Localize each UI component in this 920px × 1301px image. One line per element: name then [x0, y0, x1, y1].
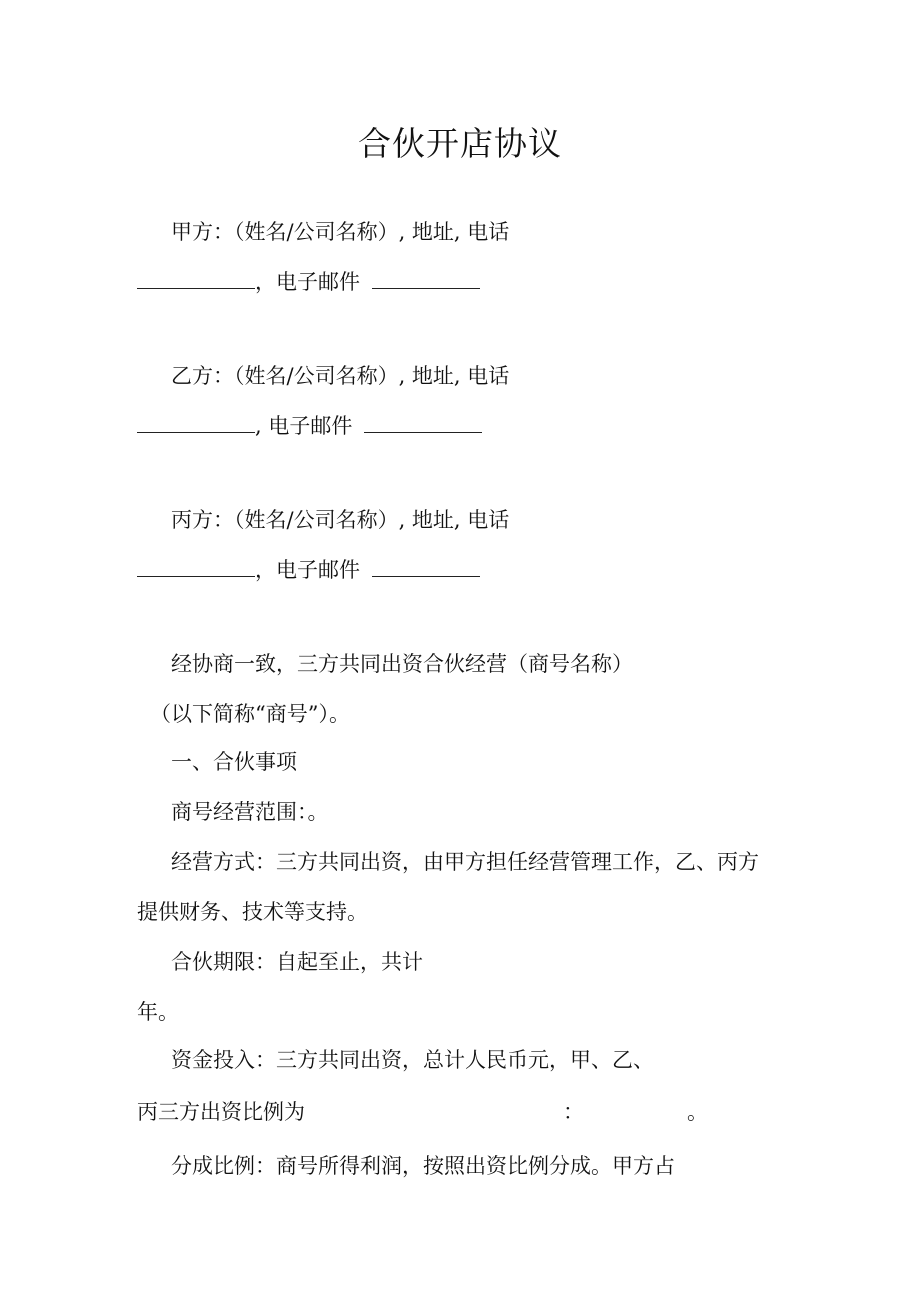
party-c-phone-blank: [137, 575, 255, 577]
section-1-heading: 一、合伙事项: [171, 750, 297, 774]
partnership-term-line-1: 合伙期限：自起至止，共计: [171, 950, 423, 974]
operation-mode-line-2: 提供财务、技术等支持。: [137, 900, 368, 924]
party-b-email-blank: [364, 431, 482, 433]
party-b-phone-blank: [137, 431, 255, 433]
party-a-phone-blank: [137, 287, 255, 289]
party-c-name-hint: （姓名/公司名称）: [234, 508, 399, 532]
party-c-contact-line: [137, 556, 480, 584]
party-a-email-blank: [372, 287, 480, 289]
capital-ratio-colon: ：: [563, 1100, 584, 1124]
party-a-label: 甲方：: [171, 220, 234, 244]
party-c-email-blank: [372, 575, 480, 577]
party-c-email-label: ，电子邮件: [255, 558, 360, 582]
partnership-term-line-2: 年。: [137, 1000, 179, 1024]
capital-ratio-end: 。: [687, 1100, 708, 1124]
operation-mode-line-1: 经营方式：三方共同出资，由甲方担任经营管理工作，乙、丙方: [171, 850, 759, 874]
capital-line-2: [137, 1098, 305, 1126]
document-title: 合伙开店协议: [358, 124, 562, 163]
capital-ratio-label: 丙三方出资比例为: [137, 1100, 305, 1124]
party-c-line: [171, 506, 509, 534]
capital-line-1: 资金投入：三方共同出资，总计人民币元，甲、乙、: [171, 1048, 654, 1072]
party-b-contact-line: [137, 412, 482, 440]
intro-line-2: （以下简称“商号”）。: [150, 702, 350, 726]
party-a-name-hint: （姓名/公司名称）: [234, 220, 399, 244]
party-b-line: [171, 362, 509, 390]
party-b-email-label: , 电子邮件: [255, 414, 353, 438]
party-a-line: [171, 218, 509, 246]
intro-line-1: 经协商一致，三方共同出资合伙经营（商号名称）: [171, 652, 633, 676]
business-scope: 商号经营范围：。: [171, 800, 329, 824]
profit-share-line: 分成比例：商号所得利润，按照出资比例分成。甲方占: [171, 1154, 675, 1178]
party-b-address: , 地址, 电话: [398, 364, 510, 388]
party-b-name-hint: （姓名/公司名称）: [234, 364, 399, 388]
party-b-label: 乙方：: [171, 364, 234, 388]
party-c-label: 丙方：: [171, 508, 234, 532]
party-a-email-label: ，电子邮件: [255, 270, 360, 294]
party-c-address: , 地址, 电话: [398, 508, 510, 532]
party-a-contact-line: [137, 268, 480, 296]
party-a-address: , 地址, 电话: [398, 220, 510, 244]
